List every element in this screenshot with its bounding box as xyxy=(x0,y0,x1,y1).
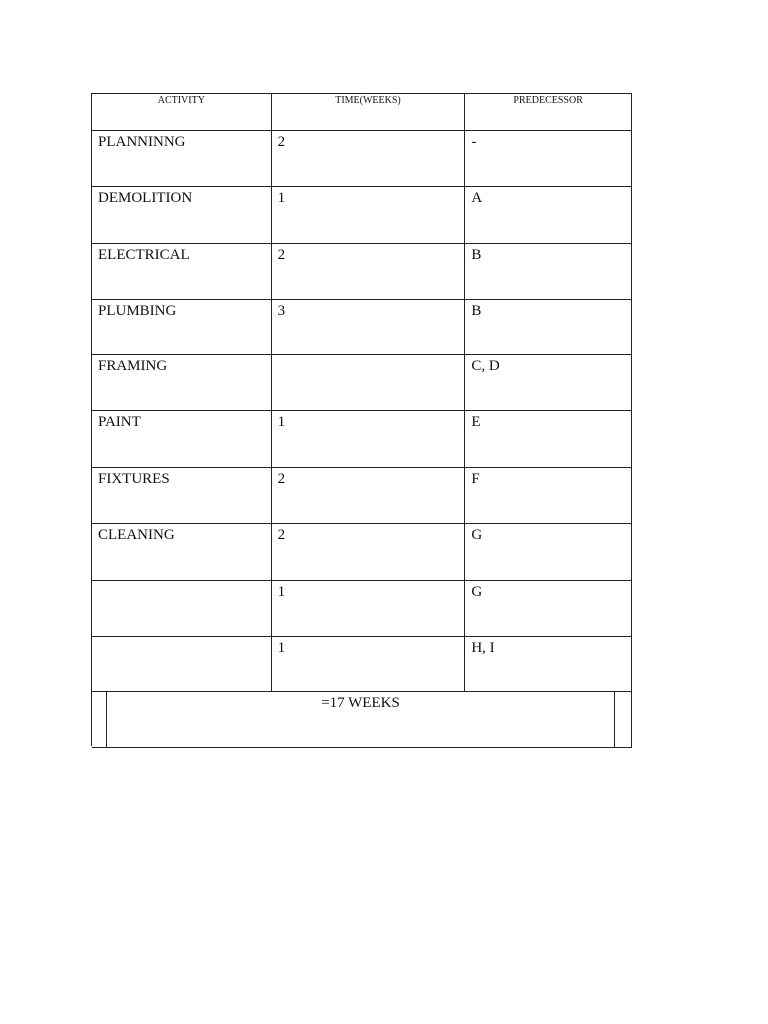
predecessor-cell: A xyxy=(465,187,632,244)
table-row xyxy=(92,468,632,524)
activity-cell: FIXTURES xyxy=(92,468,272,524)
predecessor-cell: H, I xyxy=(465,637,632,692)
time-cell: 1 xyxy=(272,637,466,692)
predecessor-cell: E xyxy=(465,411,632,468)
table-row xyxy=(92,131,632,187)
activity-cell xyxy=(92,637,272,692)
header-time: TIME(WEEKS) xyxy=(272,94,466,131)
total-cell xyxy=(106,692,615,747)
activity-cell: ELECTRICAL xyxy=(92,244,272,300)
predecessor-cell: B xyxy=(465,244,632,300)
time-cell: 2 xyxy=(272,524,466,581)
predecessor-cell: F xyxy=(465,468,632,524)
total-row xyxy=(92,692,632,748)
activity-cell: PAINT xyxy=(92,411,272,468)
table-row xyxy=(92,581,632,637)
header-activity: ACTIVITY xyxy=(92,94,272,131)
predecessor-cell: B xyxy=(465,300,632,355)
table-header-row xyxy=(92,94,632,131)
header-predecessor: PREDECESSOR xyxy=(465,94,632,131)
predecessor-cell: G xyxy=(465,524,632,581)
predecessor-cell: - xyxy=(465,131,632,187)
predecessor-cell: C, D xyxy=(465,355,632,411)
activity-cell: DEMOLITION xyxy=(92,187,272,244)
time-cell xyxy=(272,355,466,411)
activity-cell: FRAMING xyxy=(92,355,272,411)
time-cell: 1 xyxy=(272,411,466,468)
table-row xyxy=(92,187,632,244)
time-cell: 2 xyxy=(272,131,466,187)
time-cell: 1 xyxy=(272,187,466,244)
time-cell: 3 xyxy=(272,300,466,355)
table-row xyxy=(92,244,632,300)
activity-cell: PLANNINNG xyxy=(92,131,272,187)
table-row xyxy=(92,637,632,692)
table-row xyxy=(92,300,632,355)
activity-cell: PLUMBING xyxy=(92,300,272,355)
activity-cell: CLEANING xyxy=(92,524,272,581)
table-row xyxy=(92,411,632,468)
time-cell: 2 xyxy=(272,468,466,524)
time-cell: 1 xyxy=(272,581,466,637)
table-row xyxy=(92,524,632,581)
total-text: =17 WEEKS xyxy=(321,695,400,711)
time-cell: 2 xyxy=(272,244,466,300)
activity-table xyxy=(91,93,632,746)
table-row xyxy=(92,355,632,411)
activity-cell xyxy=(92,581,272,637)
predecessor-cell: G xyxy=(465,581,632,637)
